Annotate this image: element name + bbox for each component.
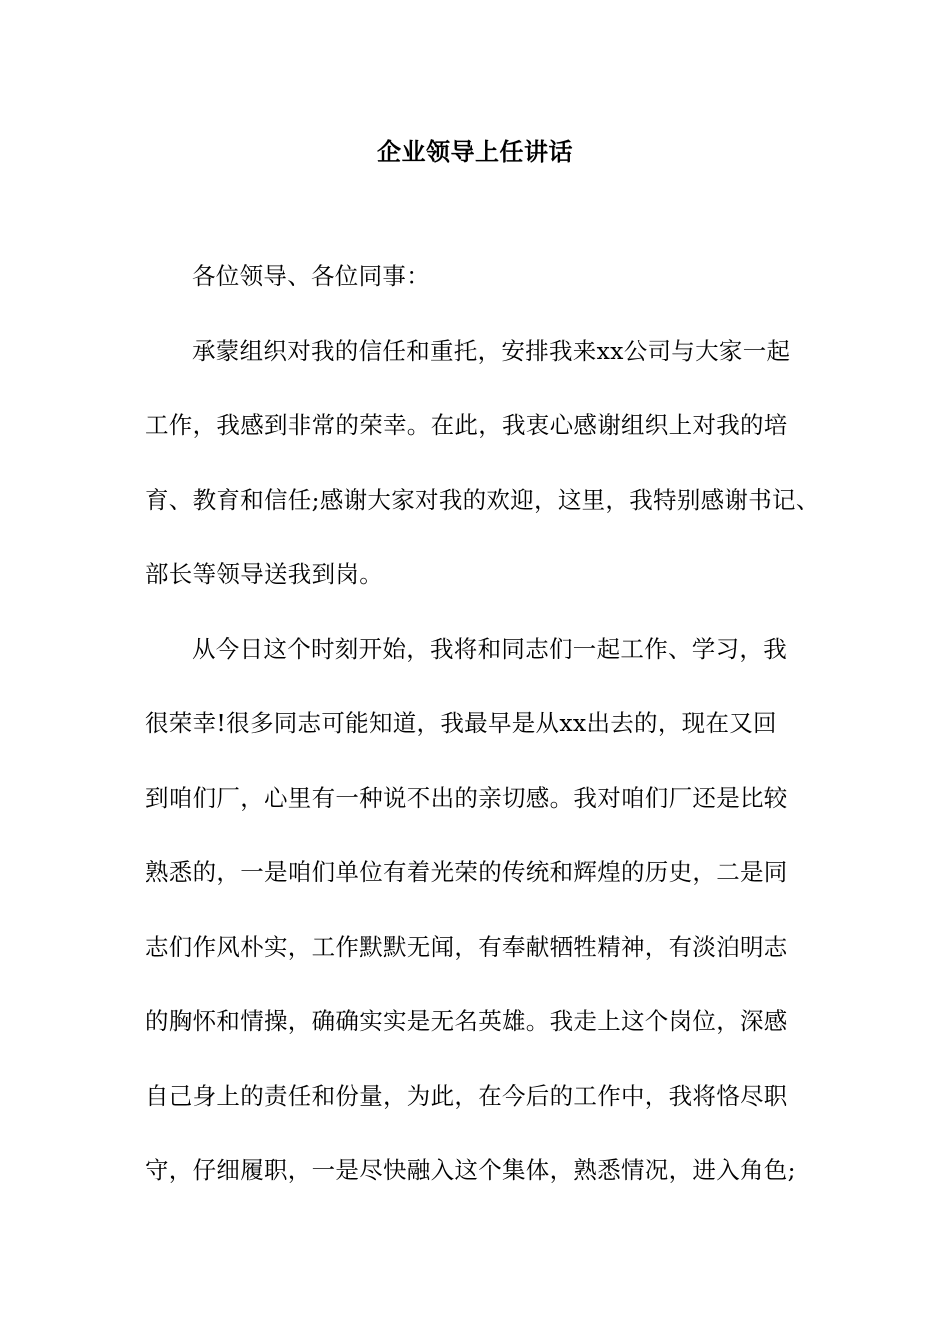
paragraph-2-line-2: 很荣幸!很多同志可能知道，我最早是从xx出去的，现在又回: [145, 709, 777, 737]
paragraph-2-line-6: 的胸怀和情操，确确实实是无名英雄。我走上这个岗位，深感: [145, 1007, 788, 1035]
paragraph-2-line-1: 从今日这个时刻开始，我将和同志们一起工作、学习，我: [192, 635, 787, 663]
paragraph-1-line-4: 部长等领导送我到岗。: [145, 560, 383, 588]
paragraph-2-line-8: 守，仔细履职，一是尽快融入这个集体，熟悉情况，进入角色;: [145, 1156, 796, 1184]
paragraph-2-line-4: 熟悉的，一是咱们单位有着光荣的传统和辉煌的历史，二是同: [145, 858, 788, 886]
paragraph-1-line-2: 工作，我感到非常的荣幸。在此，我衷心感谢组织上对我的培: [145, 411, 788, 439]
paragraph-1-line-3: 育、教育和信任;感谢大家对我的欢迎，这里，我特别感谢书记、: [145, 486, 820, 514]
salutation-line: 各位领导、各位同事：: [192, 262, 430, 290]
paragraph-1-line-1: 承蒙组织对我的信任和重托，安排我来xx公司与大家一起: [192, 337, 791, 365]
document-title: 企业领导上任讲话: [377, 137, 573, 166]
paragraph-2-line-7: 自己身上的责任和份量，为此，在今后的工作中，我将恪尽职: [145, 1082, 788, 1110]
paragraph-2-line-5: 志们作风朴实，工作默默无闻，有奉献牺牲精神，有淡泊明志: [145, 933, 788, 961]
paragraph-2-line-3: 到咱们厂，心里有一种说不出的亲切感。我对咱们厂还是比较: [145, 784, 788, 812]
